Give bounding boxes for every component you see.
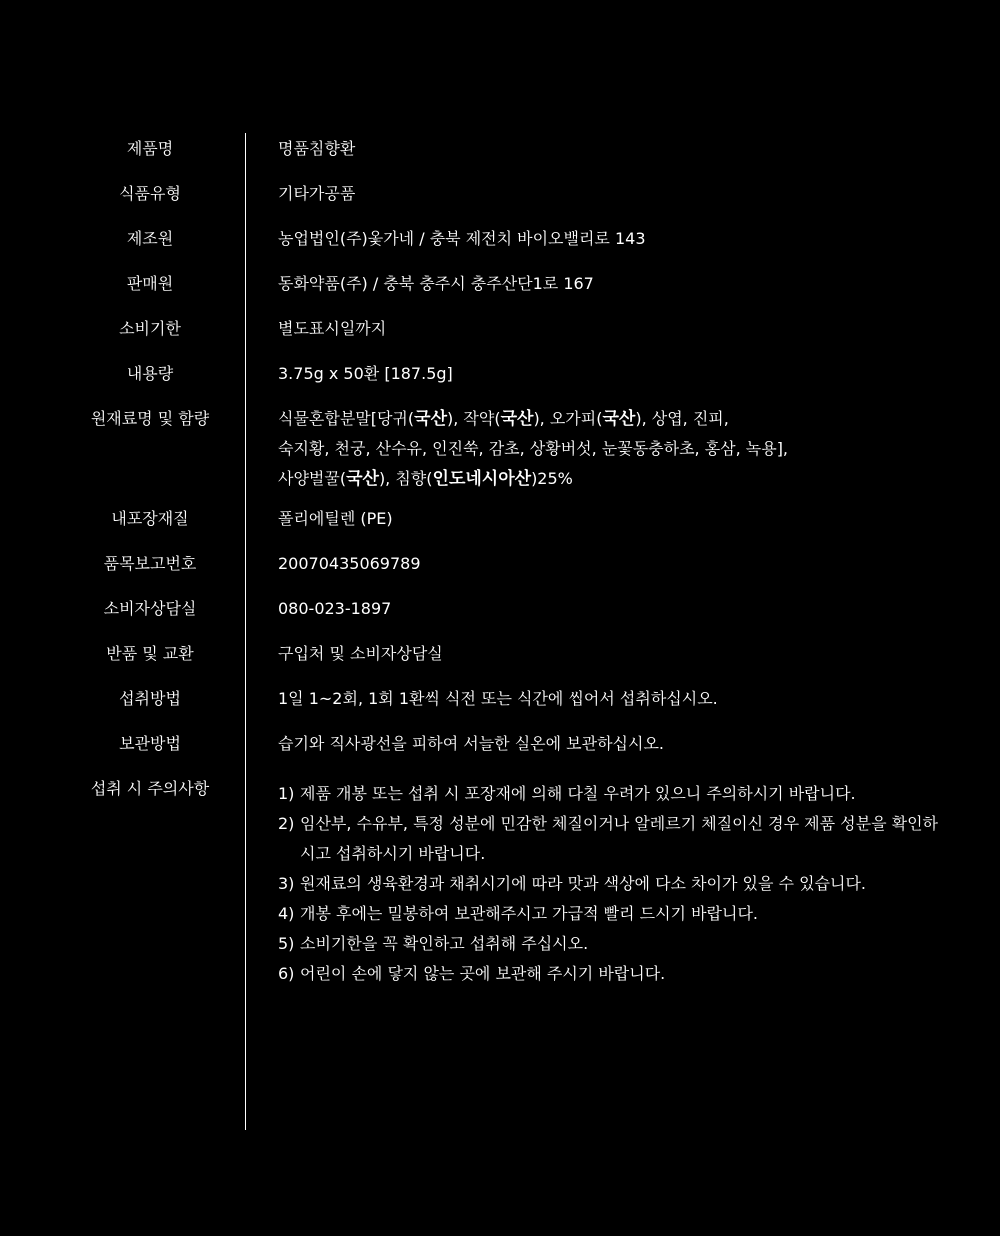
row-label: 보관방법: [119, 734, 181, 753]
ingredients-text: 식물혼합분말[당귀(: [278, 409, 415, 428]
column-divider: [245, 133, 246, 1130]
ingredients-text: ), 오가피(: [533, 409, 603, 428]
item-number: 2): [278, 814, 295, 833]
ingredients-line-1: [278, 404, 968, 434]
list-item: [278, 869, 978, 899]
item-text: 제품 개봉 또는 섭취 시 포장재에 의해 다칠 우려가 있으니 주의하시기 바랍니다.: [300, 784, 856, 803]
list-item: [278, 779, 978, 809]
origin-bold: 국산: [346, 469, 379, 489]
item-text: 원재료의 생육환경과 채취시기에 따라 맛과 색상에 다소 차이가 있을 수 있습니다.: [300, 874, 866, 893]
row-value: 1일 1~2회, 1회 1환씩 식전 또는 식간에 씹어서 섭취하십시오.: [278, 689, 718, 708]
origin-bold: 인도네시아산: [432, 469, 532, 489]
item-text: 개봉 후에는 밀봉하여 보관해주시고 가급적 빨리 드시기 바랍니다.: [300, 904, 759, 923]
list-item: [278, 809, 978, 869]
row-value: 습기와 직사광선을 피하여 서늘한 실온에 보관하십시오.: [278, 734, 665, 753]
row-value: 3.75g x 50환 [187.5g]: [278, 364, 453, 383]
item-number: 6): [278, 964, 295, 983]
row-label: 품목보고번호: [103, 554, 197, 573]
item-number: 1): [278, 784, 295, 803]
ingredients-text: )25%: [531, 469, 573, 488]
item-number: 3): [278, 874, 295, 893]
item-text: 소비기한을 꼭 확인하고 섭취해 주십시오.: [300, 934, 589, 953]
origin-bold: 국산: [602, 409, 636, 429]
row-label: 제조원: [126, 229, 174, 248]
ingredients-line-3: [278, 464, 968, 494]
cautions-list: [278, 779, 978, 989]
ingredients-text: ), 상엽, 진피,: [635, 409, 729, 428]
item-number: 5): [278, 934, 295, 953]
row-label: 반품 및 교환: [106, 644, 194, 663]
ingredients-text: ), 작약(: [447, 409, 501, 428]
row-label: 섭취방법: [119, 689, 181, 708]
row-label: 섭취 시 주의사항: [90, 779, 210, 798]
ingredients-text: 사양벌꿀(: [278, 469, 347, 488]
row-value: 동화약품(주) / 충북 충주시 충주산단1로 167: [278, 274, 594, 293]
item-text: 어린이 손에 닿지 않는 곳에 보관해 주시기 바랍니다.: [300, 964, 666, 983]
row-value: 별도표시일까지: [278, 319, 387, 338]
row-value: 20070435069789: [278, 554, 421, 573]
row-label: 소비기한: [119, 319, 181, 338]
row-label: 제품명: [126, 139, 174, 158]
list-item: [278, 899, 978, 929]
row-label: 내용량: [126, 364, 174, 383]
row-value: 기타가공품: [278, 184, 356, 203]
list-item: [278, 929, 978, 959]
ingredients-text: ), 침향(: [378, 469, 433, 488]
ingredients-line-2: 숙지황, 천궁, 산수유, 인진쑥, 감초, 상황버섯, 눈꽃동충하초, 홍삼, 녹용],: [278, 439, 789, 458]
row-label: 내포장재질: [111, 509, 189, 528]
row-label: 소비자상담실: [103, 599, 197, 618]
item-number: 4): [278, 904, 295, 923]
row-value: 농업법인(주)옻가네 / 충북 제전치 바이오밸리로 143: [278, 229, 646, 248]
list-item: [278, 959, 978, 989]
row-label: 판매원: [126, 274, 174, 293]
row-label: 식품유형: [119, 184, 181, 203]
row-label: 원재료명 및 함량: [90, 409, 210, 428]
item-text: 임산부, 수유부, 특정 성분에 민감한 체질이거나 알레르기 체질이신 경우 제품 성분을 확인하시고 섭취하시기 바랍니다.: [300, 814, 938, 863]
origin-bold: 국산: [414, 409, 447, 429]
row-value: 구입처 및 소비자상담실: [278, 644, 443, 663]
row-value: 080-023-1897: [278, 599, 392, 618]
row-value: 폴리에틸렌 (PE): [278, 509, 393, 528]
row-value: 명품침향환: [278, 139, 356, 158]
origin-bold: 국산: [500, 409, 534, 429]
